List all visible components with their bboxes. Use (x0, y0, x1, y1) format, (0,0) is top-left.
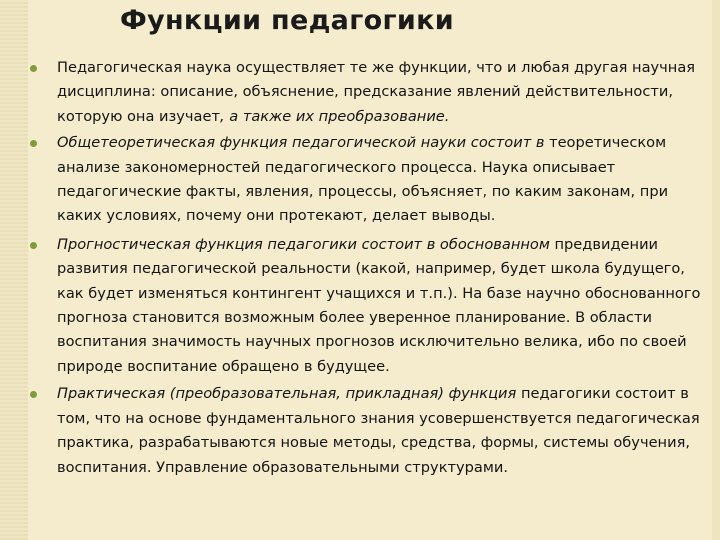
bullet-icon (30, 391, 37, 398)
item-text-italic: Прогностическая функция педагогики состоит в обоснованном (57, 235, 550, 253)
bullet-item (30, 382, 714, 480)
bullet-item (30, 56, 714, 129)
item-text: Педагогическая наука осуществляет те же функции, что и любая другая научная дисциплина: описание, объяснение, предсказание явлений действительности, которую она изучает (57, 59, 696, 125)
item-text-italic: Общетеоретическая функция педагогической науки состоит в (57, 134, 545, 152)
left-decor-band (0, 0, 28, 540)
bullet-icon (30, 140, 37, 147)
bullet-item (30, 131, 714, 229)
bullet-list (30, 56, 714, 480)
bullet-item (30, 233, 714, 379)
item-text: предвидении развития педагогической реальности (какой, например, будет школа будущего, как будет изменяться контингент учащихся и т.п.). На базе научно обоснованного прогноза становится возможным более уверенное планирование. В области воспитания значимость научных прогнозов исключительно велика, ибо по своей природе воспитание обращено в будущее. (57, 235, 701, 375)
item-text-italic: , а также их преобразование. (219, 107, 450, 125)
slide-title: Функции педагогики (120, 5, 454, 36)
item-text-italic: Практическая (преобразовательная, прикладная) функция (57, 385, 517, 403)
item-text: педагогики состоит в том, что на основе фундаментального знания усовершенствуется педагогическая практика, разрабатываются новые методы, средства, формы, системы обучения, воспитания. Управление образовательными структурами. (57, 385, 700, 476)
bullet-icon (30, 242, 37, 249)
item-text: теоретическом анализе закономерностей педагогического процесса. Наука описывает педагогические факты, явления, процессы, объясняет, по каким законам, при каких условиях, почему они протекают, делает выводы. (57, 134, 669, 225)
bullet-icon (30, 65, 37, 72)
